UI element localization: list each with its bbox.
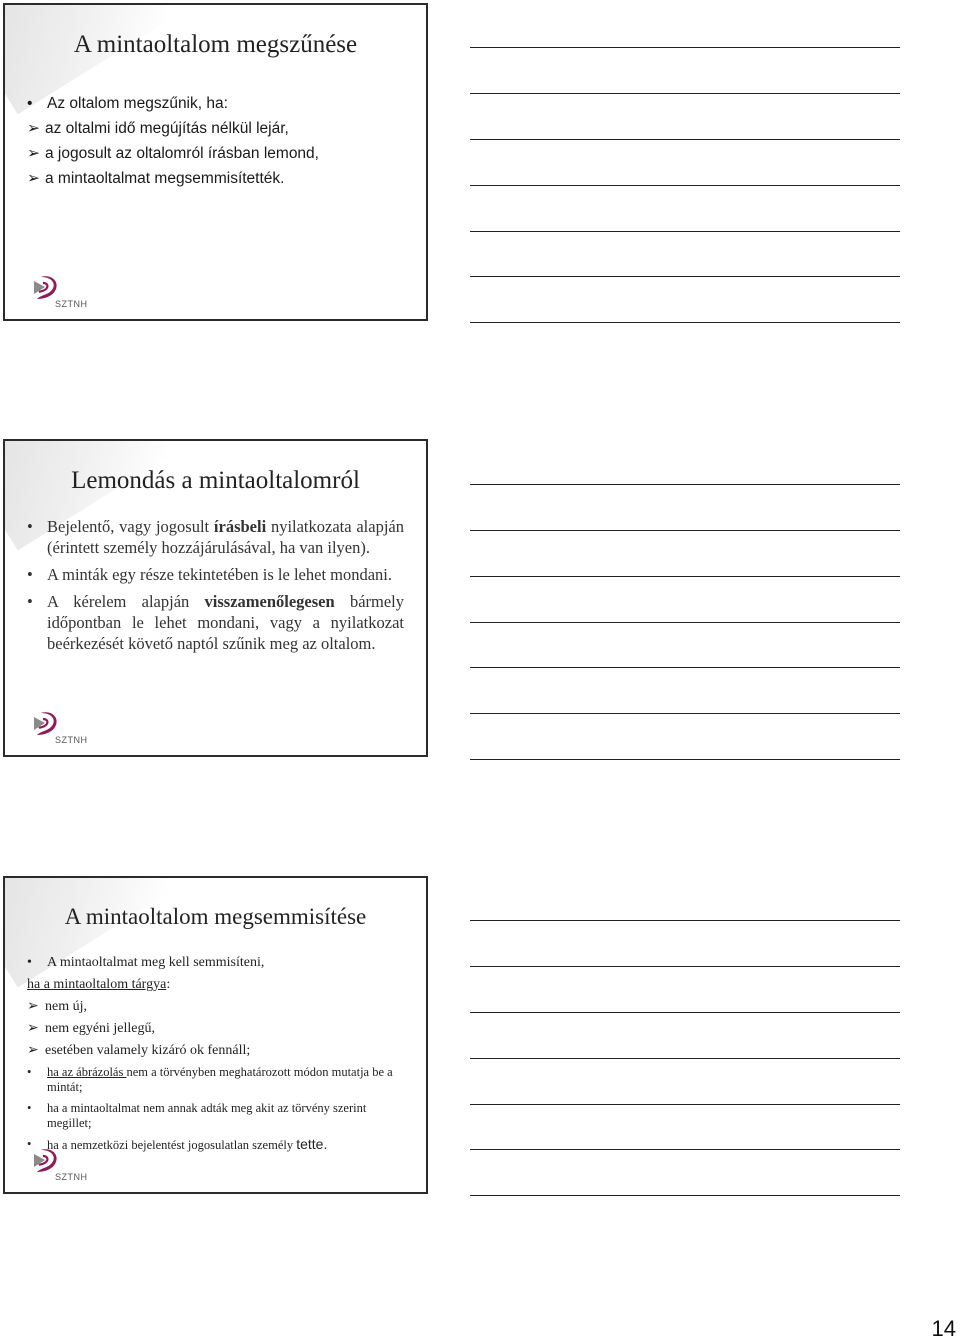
notes-line — [470, 1104, 900, 1105]
sztnh-logo — [31, 273, 88, 309]
arrow-item — [27, 1018, 404, 1040]
bullet-item — [27, 516, 404, 558]
bullet-text: Az oltalom megszűnik, ha: — [47, 95, 228, 112]
slide-2 — [3, 439, 428, 757]
slide-body — [27, 952, 404, 1154]
notes-line — [470, 622, 900, 623]
arrow-bullet-icon: ➢ — [27, 1043, 39, 1058]
arrow-bullet-icon: ➢ — [27, 120, 40, 137]
bullet-dot-icon: • — [27, 565, 33, 584]
bullet-text: bármely időpontban le lehet mondani, vagy a nyilatkozat beérkezését követő naptól szűnik meg az oltalom. — [47, 592, 404, 653]
logo-label: SZTNH — [55, 299, 88, 309]
condition-line — [27, 974, 404, 996]
bullet-text: A mintaoltalmat meg kell semmisíteni, — [47, 955, 265, 970]
notes-line — [470, 713, 900, 714]
slide-body — [27, 516, 404, 654]
arrow-bullet-icon: ➢ — [27, 145, 40, 162]
bullet-dot-icon: • — [27, 1137, 32, 1151]
notes-line — [470, 966, 900, 967]
arrow-bullet-icon: ➢ — [27, 170, 40, 187]
arrow-text: nem egyéni jellegű, — [45, 1021, 156, 1036]
notes-line — [470, 139, 900, 140]
bullet-dot-icon: • — [27, 517, 33, 536]
bullet-dot-icon: • — [27, 1101, 32, 1115]
logo-label: SZTNH — [55, 735, 88, 745]
notes-line — [470, 276, 900, 277]
bullet-dot-icon: • — [27, 95, 33, 112]
bullet-bold-text: írásbeli — [213, 517, 267, 536]
arrow-item — [27, 996, 404, 1018]
arrow-item — [27, 141, 404, 166]
bullet-item — [27, 564, 404, 585]
notes-line — [470, 1149, 900, 1150]
bullet-text: ha a nemzetközi bejelentést jogosulatlan személy — [47, 1138, 297, 1152]
notes-line — [470, 484, 900, 485]
bullet-text: A kérelem alapján — [47, 592, 205, 611]
arrow-text: esetében valamely kizáró ok fennáll; — [45, 1043, 251, 1058]
notes-line — [470, 1012, 900, 1013]
bullet-item — [27, 1065, 404, 1095]
slide-title: A mintaoltalom megszűnése — [73, 31, 358, 58]
bullet-text: ha a mintaoltalmat nem annak adták meg akit az törvény szerint megillet; — [47, 1101, 367, 1130]
bullet-bold-text: visszamenőlegesen — [204, 592, 335, 611]
arrow-bullet-icon: ➢ — [27, 999, 39, 1014]
condition-text: : — [166, 977, 171, 992]
bullet-item — [27, 1136, 404, 1154]
notes-line — [470, 231, 900, 232]
bullet-item — [27, 1101, 404, 1131]
notes-line — [470, 47, 900, 48]
bullet-text: A minták egy része tekintetében is le lehet mondani. — [47, 565, 393, 584]
bullet-item — [27, 591, 404, 654]
bullet-dot-icon: • — [27, 1065, 32, 1079]
arrow-text: az oltalmi idő megújítás nélkül lejár, — [45, 120, 289, 137]
arrow-text: a mintaoltalmat megsemmisítették. — [45, 170, 285, 187]
arrow-text: nem új, — [45, 999, 87, 1014]
notes-line — [470, 93, 900, 94]
slide-title: A mintaoltalom megsemmisítése — [64, 904, 367, 929]
notes-line — [470, 530, 900, 531]
bullet-item — [27, 952, 404, 974]
bullet-item — [27, 91, 404, 116]
arrow-item — [27, 1040, 404, 1062]
bullet-text: Bejelentő, vagy jogosult — [47, 517, 214, 536]
notes-line — [470, 1058, 900, 1059]
sztnh-logo — [31, 709, 88, 745]
notes-line — [470, 759, 900, 760]
notes-line — [470, 185, 900, 186]
notes-line — [470, 1195, 900, 1196]
notes-line — [470, 322, 900, 323]
bullet-text: nyilatkozata alapján (érintett személy hozzájárulásával, ha van ilyen). — [47, 517, 404, 557]
arrow-text: a jogosult az oltalomról írásban lemond, — [45, 145, 319, 162]
slide-body — [27, 91, 404, 191]
bullet-text: tette. — [296, 1136, 328, 1152]
condition-underlined-text: ha a mintaoltalom tárgya — [27, 977, 167, 992]
notes-line — [470, 667, 900, 668]
bullet-dot-icon: • — [27, 955, 32, 970]
bullet-dot-icon: • — [27, 592, 33, 611]
notes-line — [470, 920, 900, 921]
arrow-item — [27, 166, 404, 191]
sztnh-logo — [31, 1146, 88, 1182]
bullet-text: nem a törvényben meghatározott módon mutatja be a mintát; — [47, 1065, 393, 1094]
page-number: 14 — [931, 1316, 956, 1341]
arrow-item — [27, 116, 404, 141]
logo-label: SZTNH — [55, 1172, 88, 1182]
arrow-bullet-icon: ➢ — [27, 1021, 39, 1036]
slide-3 — [3, 876, 428, 1194]
slide-1 — [3, 3, 428, 321]
slide-title: Lemondás a mintaoltalomról — [71, 467, 360, 494]
bullet-underlined-text: ha az ábrázolás — [47, 1065, 127, 1079]
notes-line — [470, 576, 900, 577]
